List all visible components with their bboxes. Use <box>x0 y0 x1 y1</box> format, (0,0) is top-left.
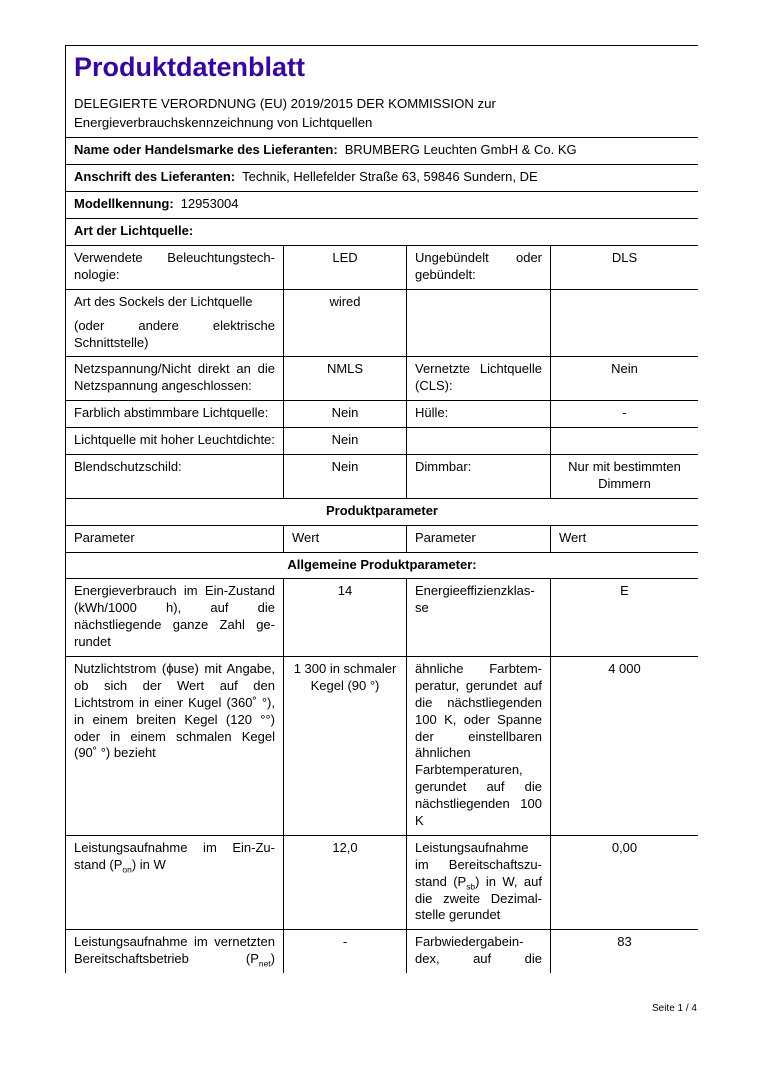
param-value-cell <box>551 357 699 401</box>
light-source-type-header-cell <box>66 219 699 246</box>
param-label: ähnliche Farbtemperatur, gerundet auf die nächstliegenden 100 K, oder Spanne der einstellbaren ähnlichen Farbtemperaturen, gerundet auf die nächstliegenden 100 K <box>415 660 542 828</box>
supplier-name-cell <box>66 138 699 165</box>
param-label: Netzspannung/Nicht direkt an die Netzspannung angeschlossen: <box>74 361 275 394</box>
param-value-cell <box>284 579 407 657</box>
datasheet-document <box>65 45 698 1002</box>
param-value: Nein <box>331 432 359 448</box>
table-row <box>66 552 699 579</box>
param-value: 12,0 <box>332 839 358 855</box>
param-value: wired <box>329 293 361 309</box>
param-value: NMLS <box>326 361 364 377</box>
param-label-cell <box>66 401 284 428</box>
param-value: 14 <box>337 583 353 599</box>
param-value-cell <box>551 656 699 835</box>
supplier-address-value: Technik, Hellefelder Straße 63, 59846 Sundern, DE <box>242 169 538 185</box>
param-value: E <box>620 583 629 599</box>
param-value-cell <box>284 454 407 498</box>
param-label: Lichtquelle mit hoher Leuchtdichte: <box>74 432 275 448</box>
subsection-header: Allgemeine Produktparameter: <box>287 556 477 572</box>
param-label: Blendschutzschild: <box>74 458 182 474</box>
column-header: Wert <box>292 529 320 545</box>
regulation-subtitle-line1: DELEGIERTE VERORDNUNG (EU) 2019/2015 DER KOMMISSION zur <box>74 96 496 112</box>
table-row <box>66 401 699 428</box>
table-row <box>66 835 699 929</box>
param-value-cell <box>551 401 699 428</box>
param-label: Dimmbar: <box>415 458 472 474</box>
model-id-label: Modellkennung: <box>74 196 174 212</box>
column-header-cell <box>284 525 407 552</box>
param-value-cell <box>551 930 699 973</box>
param-label-cell <box>66 656 284 835</box>
param-label-secondary: (oder andere elektrische Schnittstelle) <box>74 317 275 350</box>
table-row-cut-by-page-break <box>66 930 699 973</box>
param-value: 4 000 <box>608 660 641 676</box>
param-label-cell <box>407 357 551 401</box>
table-row <box>66 219 699 246</box>
param-label: ) in W <box>131 856 166 872</box>
column-header: Wert <box>559 529 587 545</box>
param-value: 1 300 in schmaler Kegel (90 °) <box>293 660 397 693</box>
table-row <box>66 656 699 835</box>
table-row <box>66 245 699 289</box>
column-header-cell <box>66 525 284 552</box>
param-value-cell <box>551 579 699 657</box>
param-label-cell <box>407 454 551 498</box>
param-value-cell <box>551 454 699 498</box>
param-label: Ungebündelt oder gebündelt: <box>415 249 542 282</box>
param-value: 0,00 <box>611 839 638 855</box>
table-row <box>66 498 699 525</box>
param-value-cell <box>284 835 407 929</box>
param-label: ) <box>270 951 275 967</box>
table-row <box>66 46 699 138</box>
empty-cell <box>551 289 699 357</box>
table-row <box>66 454 699 498</box>
param-label-cell <box>407 245 551 289</box>
param-label: ) in W, auf die zweite Dezimalstelle gerundet <box>415 873 542 923</box>
param-label: Energieverbrauch im Ein-Zustand (kWh/1000 h), auf die nächstliegende ganze Zahl gerundet <box>74 583 275 650</box>
column-header: Parameter <box>74 529 135 545</box>
section-header-cell <box>66 498 699 525</box>
param-value: 83 <box>617 934 632 950</box>
section-header: Produktparameter <box>326 502 438 518</box>
param-label-cell <box>66 428 284 455</box>
param-value-cell <box>284 428 407 455</box>
param-label: Vernetzte Lichtquelle (CLS): <box>415 361 542 394</box>
table-row <box>66 289 699 357</box>
subscript: net <box>258 958 271 969</box>
param-label-cell <box>66 245 284 289</box>
param-value: Nur mit bestimmten Dimmern <box>568 458 681 491</box>
subscript: on <box>122 864 132 875</box>
param-label: Energieeffizienzklasse <box>415 583 535 616</box>
param-label-cell <box>407 656 551 835</box>
light-source-type-label: Art der Lichtquelle: <box>74 223 194 239</box>
page-title: Produktdatenblatt <box>74 52 306 82</box>
model-id-cell <box>66 192 699 219</box>
supplier-address-label: Anschrift des Lieferanten: <box>74 169 236 185</box>
param-value-cell <box>284 289 407 357</box>
param-label-cell <box>66 835 284 929</box>
param-value: Nein <box>331 405 359 421</box>
column-header: Parameter <box>415 529 476 545</box>
datasheet-table <box>65 45 698 973</box>
param-value-cell <box>284 656 407 835</box>
empty-cell <box>407 428 551 455</box>
param-label-cell <box>66 289 284 357</box>
param-value-cell <box>284 357 407 401</box>
page-number: Seite 1 / 4 <box>651 1003 697 1014</box>
empty-cell <box>407 289 551 357</box>
param-value: - <box>342 934 348 950</box>
param-value-cell <box>551 245 699 289</box>
table-row <box>66 165 699 192</box>
supplier-name-label: Name oder Handelsmarke des Lieferanten: <box>74 142 338 158</box>
supplier-name-value: BRUMBERG Leuchten GmbH & Co. KG <box>344 142 577 158</box>
table-row <box>66 192 699 219</box>
param-label: Farbwiedergabeindex, auf die <box>415 934 542 967</box>
param-label-cell <box>407 930 551 973</box>
param-label: Farblich abstimmbare Lichtquelle: <box>74 405 269 421</box>
subscript: sb <box>466 881 476 892</box>
param-label: Leistungsaufnahme im Ein-Zustand (P <box>74 839 275 872</box>
column-header-cell <box>407 525 551 552</box>
empty-cell <box>551 428 699 455</box>
param-value-cell <box>284 245 407 289</box>
table-row <box>66 579 699 657</box>
param-label-cell <box>407 401 551 428</box>
param-label-cell <box>66 454 284 498</box>
param-value: Nein <box>331 458 359 474</box>
param-value: LED <box>332 249 358 265</box>
param-label: Nutzlichtstrom (ϕuse) mit Angabe, ob sich der Wert auf den Lichtstrom in einer Kugel (360˚ °), in einem breiten Kegel (120 °°) oder in einem schmalen Kegel (90˚ °) bezieht <box>74 660 275 761</box>
param-label: Leistungsaufnahme im vernetzten Bereitschaftsbetrieb (P <box>74 934 275 967</box>
param-label-cell <box>407 835 551 929</box>
supplier-address-cell <box>66 165 699 192</box>
param-label-cell <box>66 357 284 401</box>
param-label-cell <box>66 930 284 973</box>
table-row <box>66 428 699 455</box>
table-row <box>66 525 699 552</box>
column-header-cell <box>551 525 699 552</box>
param-label: Hülle: <box>415 405 449 421</box>
subsection-header-cell <box>66 552 699 579</box>
param-value: DLS <box>611 249 638 265</box>
param-value-cell <box>284 930 407 973</box>
table-row <box>66 138 699 165</box>
param-label: Leistungsaufnahme im Bereitschaftszustand (P <box>415 839 542 889</box>
table-row <box>66 357 699 401</box>
param-label-cell <box>407 579 551 657</box>
param-value-cell <box>284 401 407 428</box>
param-label: Art des Sockels der Lichtquelle <box>74 293 253 309</box>
model-id-value: 12953004 <box>180 196 239 212</box>
regulation-subtitle-line2: Energieverbrauchskennzeichnung von Lichtquellen <box>74 115 373 131</box>
param-label-cell <box>66 579 284 657</box>
param-label: Verwendete Beleuchtungstechnologie: <box>74 249 275 282</box>
title-block <box>66 46 699 138</box>
regulation-subtitle <box>74 94 690 132</box>
param-value-cell <box>551 835 699 929</box>
param-value: - <box>622 405 627 421</box>
param-value: Nein <box>611 361 638 377</box>
